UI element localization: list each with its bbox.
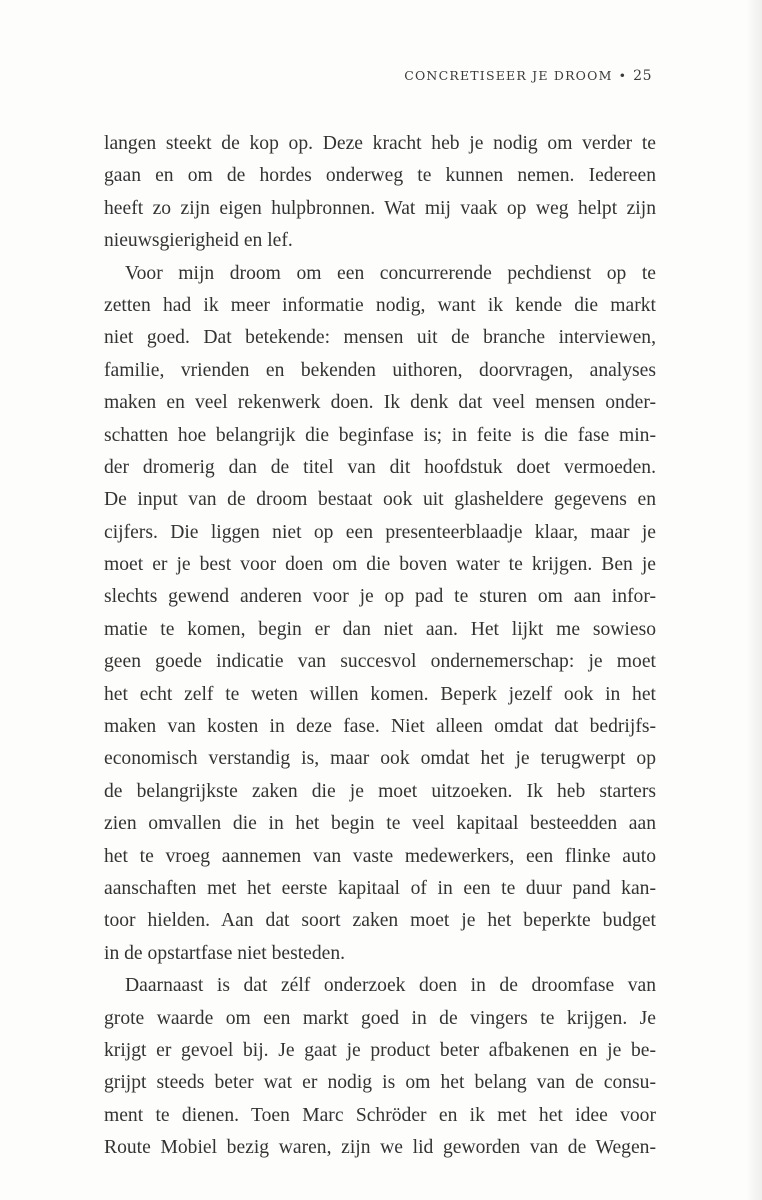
text-line: economisch verstandig is, maar ook omdat het je terugwerpt op bbox=[104, 748, 656, 770]
text-line: geen goede indicatie van succesvol ondernemerschap: je moet bbox=[104, 651, 656, 673]
text-line: niet goed. Dat betekende: mensen uit de branche interviewen, bbox=[104, 327, 656, 349]
page-edge-shadow bbox=[746, 0, 762, 1200]
text-line: familie, vrienden en bekenden uithoren, doorvragen, analyses bbox=[104, 359, 656, 381]
text-line: slechts gewend anderen voor je op pad te sturen om aan infor- bbox=[104, 586, 656, 608]
text-line: grijpt steeds beter wat er nodig is om het belang van de consu- bbox=[104, 1072, 656, 1094]
text-line: cijfers. Die liggen niet op een presenteerblaadje klaar, maar je bbox=[104, 521, 656, 543]
paragraph-1 bbox=[104, 128, 656, 258]
text-line: moet er je best voor doen om die boven water te krijgen. Ben je bbox=[104, 554, 656, 576]
paragraph-2 bbox=[104, 258, 656, 971]
text-line: zien omvallen die in het begin te veel kapitaal besteedden aan bbox=[104, 813, 656, 835]
text-line: schatten hoe belangrijk die beginfase is; in feite is die fase min- bbox=[104, 424, 656, 446]
text-line: matie te komen, begin er dan niet aan. Het lijkt me sowieso bbox=[104, 618, 656, 640]
paragraph-3 bbox=[104, 970, 656, 1164]
text-line: het echt zelf te weten willen komen. Beperk jezelf ook in het bbox=[104, 683, 656, 705]
text-line: aanschaften met het eerste kapitaal of in een te duur pand kan- bbox=[104, 877, 656, 899]
text-line: Daarnaast is dat zélf onderzoek doen in de droomfase van bbox=[125, 975, 656, 997]
text-line: maken van kosten in deze fase. Niet alleen omdat dat bedrijfs- bbox=[104, 716, 656, 738]
text-line: maken en veel rekenwerk doen. Ik denk dat veel mensen onder- bbox=[104, 392, 656, 414]
text-line: in de opstartfase niet besteden. bbox=[104, 942, 346, 964]
text-line: langen steekt de kop op. Deze kracht heb je nodig om verder te bbox=[104, 133, 656, 154]
text-line: nieuwsgierigheid en lef. bbox=[104, 230, 293, 252]
text-line: De input van de droom bestaat ook uit glasheldere gegevens en bbox=[104, 489, 656, 511]
text-line: toor hielden. Aan dat soort zaken moet je het beperkte budget bbox=[104, 910, 656, 932]
text-line: ment te dienen. Toen Marc Schröder en ik met het idee voor bbox=[104, 1104, 656, 1126]
text-line: heeft zo zijn eigen hulpbronnen. Wat mij vaak op weg helpt zijn bbox=[104, 197, 656, 219]
text-line: grote waarde om een markt goed in de vingers te krijgen. Je bbox=[104, 1007, 656, 1029]
page-number: 25 bbox=[633, 68, 652, 84]
chapter-title: CONCRETISEER JE DROOM bbox=[404, 68, 613, 83]
text-line: de belangrijkste zaken die je moet uitzoeken. Ik heb starters bbox=[104, 780, 656, 802]
running-header bbox=[404, 68, 652, 84]
text-line: krijgt er gevoel bij. Je gaat je product beter afbakenen en je be- bbox=[104, 1039, 656, 1061]
text-line: zetten had ik meer informatie nodig, want ik kende die markt bbox=[104, 294, 656, 316]
text-line: Route Mobiel bezig waren, zijn we lid geworden van de Wegen- bbox=[104, 1137, 656, 1159]
text-line: gaan en om de hordes onderweg te kunnen nemen. Iedereen bbox=[104, 165, 656, 187]
text-line: der dromerig dan de titel van dit hoofdstuk doet vermoeden. bbox=[104, 456, 656, 478]
header-separator: • bbox=[618, 68, 628, 83]
text-line: het te vroeg aannemen van vaste medewerkers, een flinke auto bbox=[104, 845, 656, 867]
body-text bbox=[104, 128, 656, 1165]
text-line: Voor mijn droom om een concurrerende pechdienst op te bbox=[125, 262, 656, 284]
